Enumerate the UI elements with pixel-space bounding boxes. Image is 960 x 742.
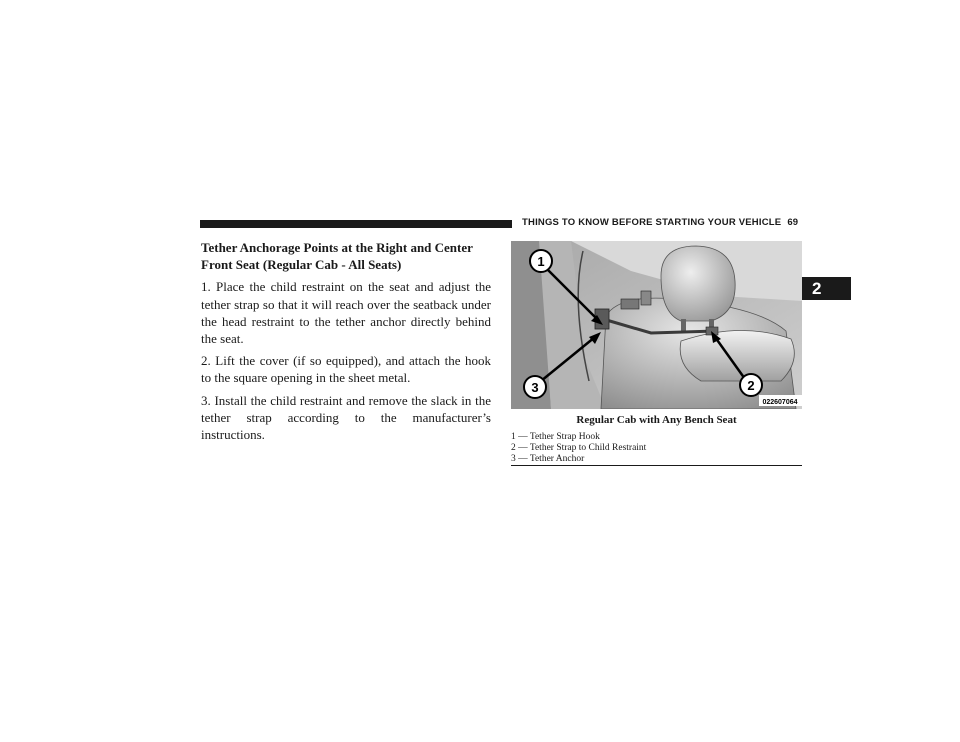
header-rule-bar: [200, 220, 512, 228]
callout-3: 3: [531, 380, 539, 395]
legend-item-3: 3 — Tether Anchor: [511, 454, 585, 464]
step-1-paragraph: 1. Place the child restraint on the seat and adjust the tether strap so that it will reach over the seatback under the head restraint to the tether anchor directly behind the seat.: [201, 279, 491, 347]
figure-caption: Regular Cab with Any Bench Seat: [576, 414, 737, 426]
page-number: 69: [787, 217, 799, 228]
step-3-paragraph: 3. Install the child restraint and remove the slack in the tether strap according to the manufacturer’s instructions.: [201, 392, 491, 443]
seat-illustration-svg: [511, 241, 802, 409]
legend-rule: [511, 465, 802, 466]
callout-1: 1: [537, 254, 545, 269]
callout-2: 2: [747, 378, 755, 393]
running-header: [522, 217, 798, 228]
main-text-column: [201, 239, 491, 448]
section-heading: Tether Anchorage Points at the Right and Center Front Seat (Regular Cab - All Seats): [201, 240, 473, 273]
step-2-paragraph: 2. Lift the cover (if so equipped), and attach the hook to the square opening in the sheet metal.: [201, 353, 491, 386]
legend-item-2: 2 — Tether Strap to Child Restraint: [511, 443, 647, 453]
legend-item-1: 1 — Tether Strap Hook: [511, 432, 600, 442]
running-header-title: THINGS TO KNOW BEFORE STARTING YOUR VEHICLE: [522, 217, 782, 228]
chapter-tab: 2: [802, 277, 851, 300]
seat-illustration: [511, 241, 802, 409]
figure-legend: [511, 432, 802, 465]
image-code: 022607064: [762, 399, 798, 406]
